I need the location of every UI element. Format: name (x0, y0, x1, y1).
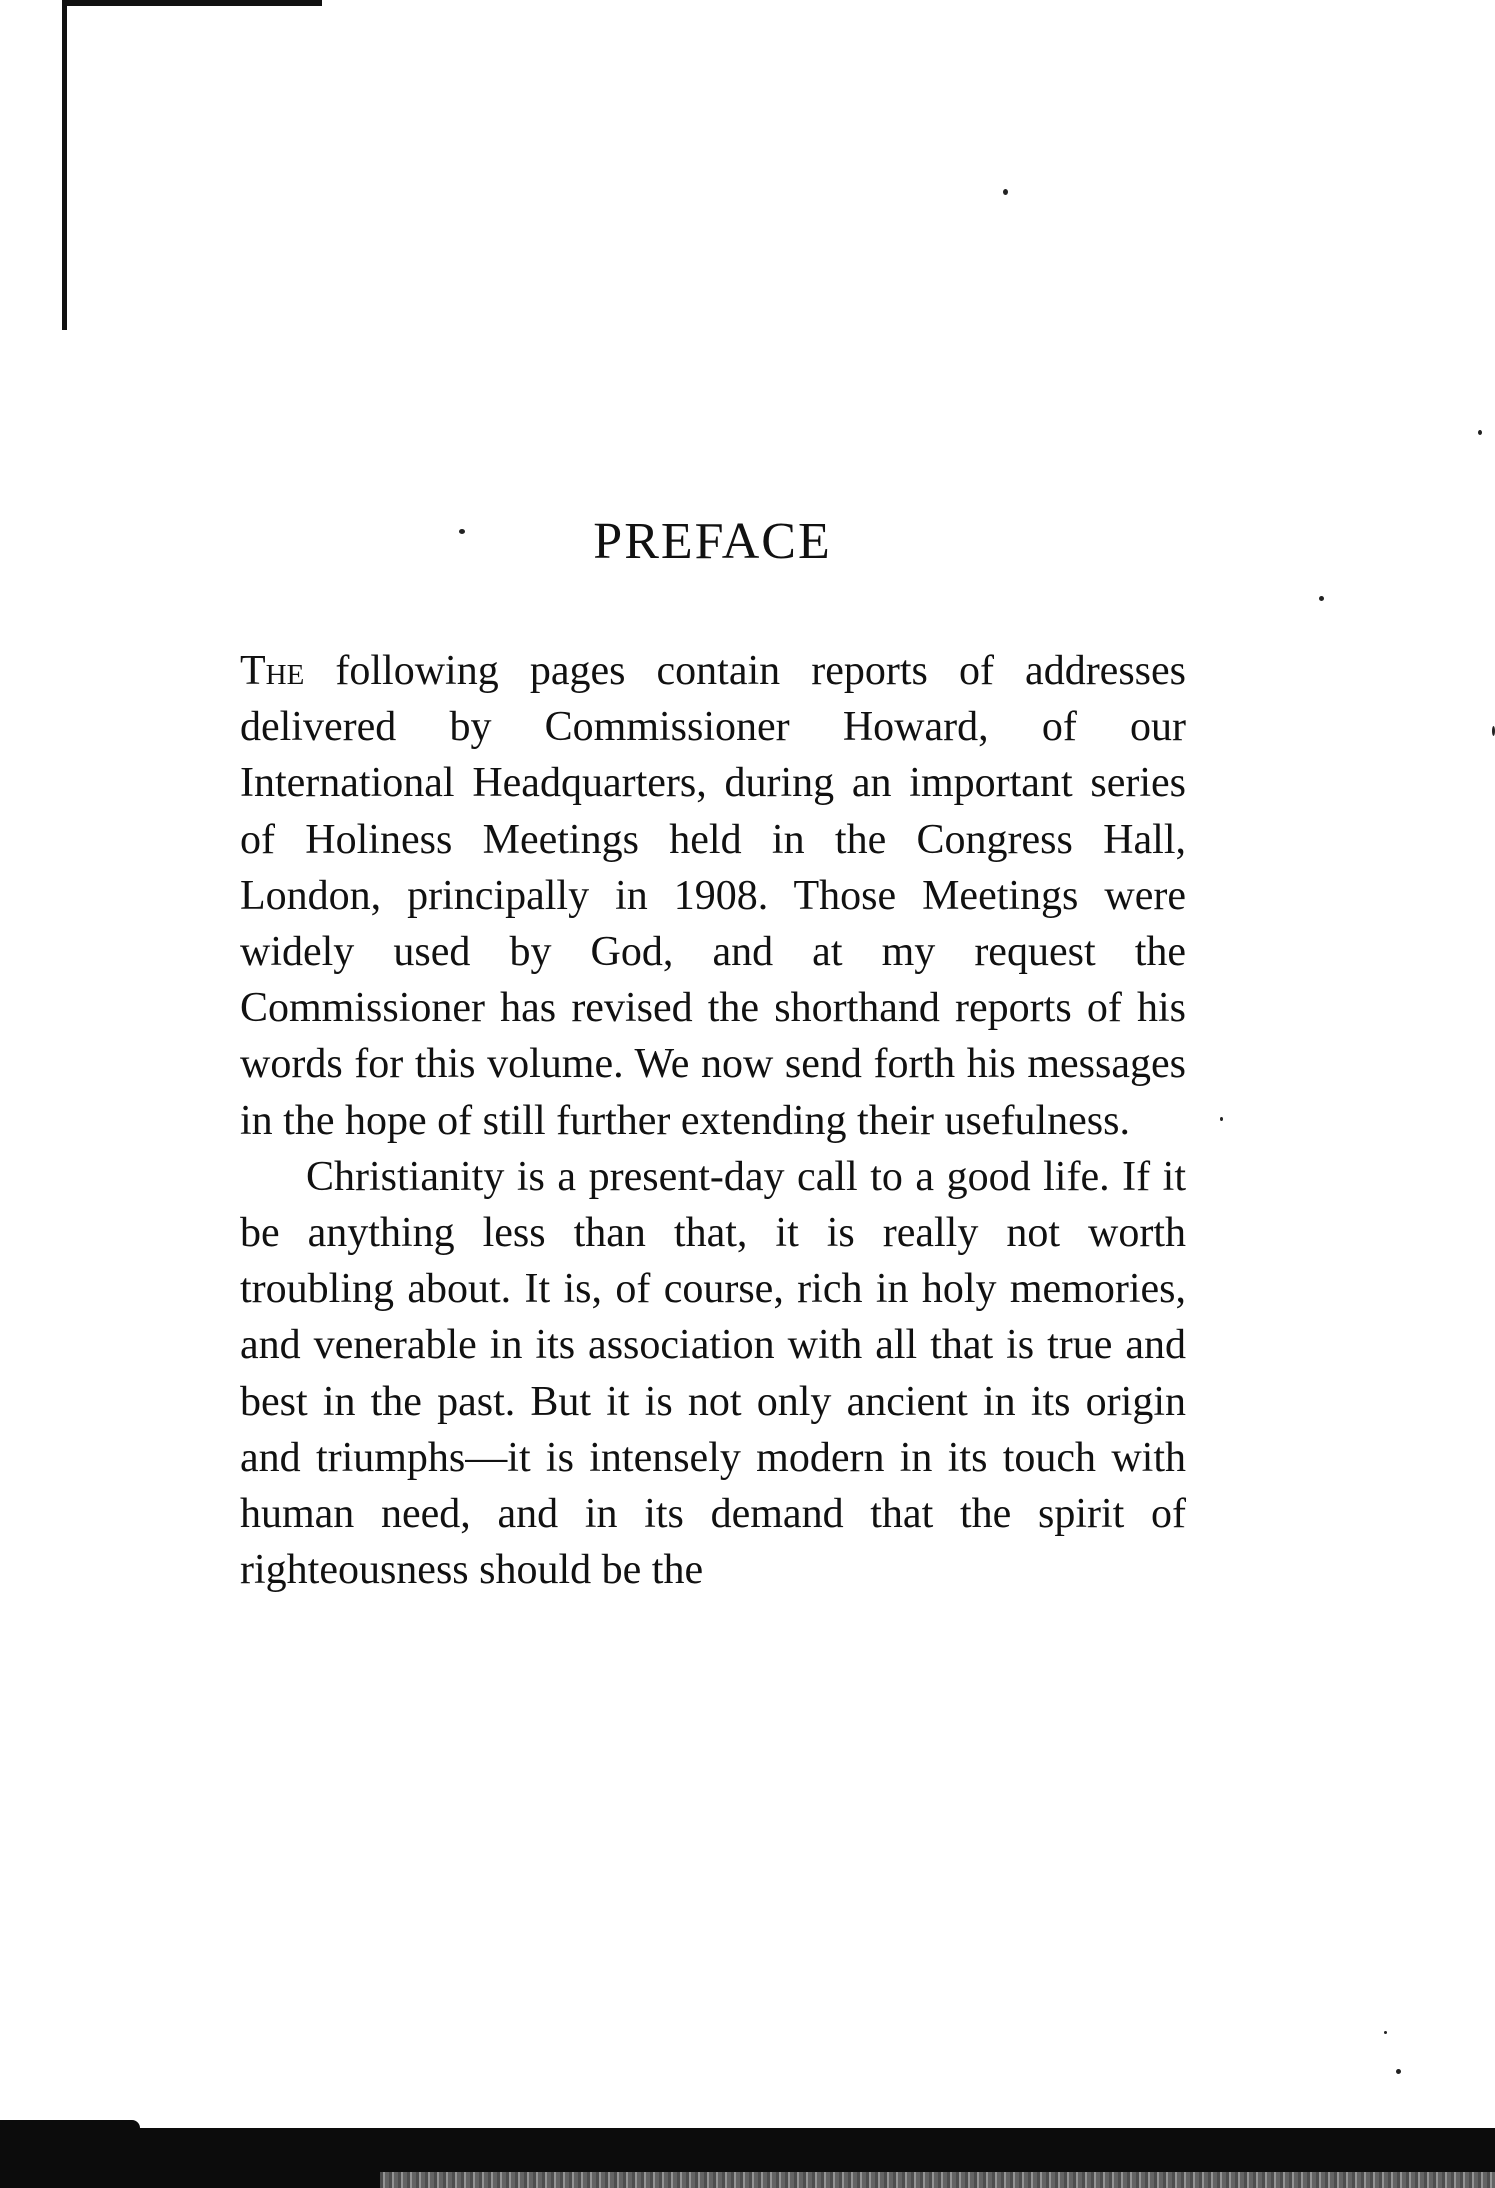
paragraph-1-text: following pages contain reports of addresses delivered by Commissioner Howard, of our International Headquarters, during an important series of Holiness Meetings held in the Congress Hall, London, principally in 1908. Those Meetings were widely used by God, and at my request the Commissioner has revised the shorthand reports of his words for this volume. We now send forth his messages in the hope of still further extending their usefulness. (240, 648, 1186, 1144)
scan-speck (1220, 1117, 1223, 1121)
paragraph-1 (240, 643, 1186, 1149)
scan-speck (1319, 596, 1324, 601)
scan-edge-top (62, 0, 322, 6)
scan-speck (1396, 2069, 1401, 2074)
preface-body (240, 643, 1186, 1598)
scan-speck (1478, 430, 1482, 435)
scan-edge-left (62, 0, 67, 330)
paragraph-1-lead: The (240, 648, 305, 694)
page-title: PREFACE (593, 513, 832, 570)
scan-edge-bottom-grain (380, 2172, 1495, 2188)
paragraph-2: Christianity is a present-day call to a good life. If it be anything less than that, it is really not worth troubling about. It is, of course, rich in holy memories, and venerable in its association with all that is true and best in the past. But it is not only ancient in its origin and triumphs—it is intensely modern in its touch with human need, and in its demand that the spirit of righteousness should be the (240, 1153, 1186, 1594)
scan-speck (1384, 2031, 1387, 2034)
scan-speck (1003, 189, 1008, 195)
